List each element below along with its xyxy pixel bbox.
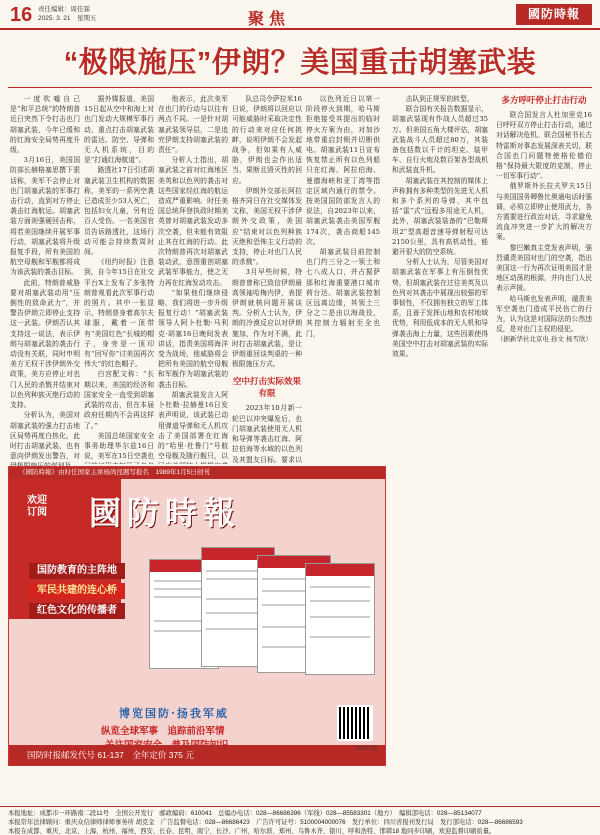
ad-brand-logo: 國防時報 xyxy=(89,494,242,532)
ad-banner-3: 红色文化的传播者 xyxy=(29,603,125,619)
paragraph: 此前，特朗普威胁要对胡塞武装动用“压倒性的致命武力”，并警告伊朗立即停止支持这一武装。伊朗否认其支持这一说法，表示伊朗与胡塞武装的袭击行动没有关联，同时申明美方无权干涉伊朗外交政策，美方应停止对也门人民的杀戮并结束对以色列种族灭绝行动的支持。 xyxy=(10,278,80,410)
paragraph: 胡塞武装发言人阿卜杜勒·拉赫曼16日发表声明说，该武装已动用弹道导弹和无人机攻击了美国部署在红海的“哈里·杜鲁门”号航空母舰及随行舰只，以 xyxy=(158,390,228,461)
headline-divider xyxy=(8,87,592,88)
article-column-1 xyxy=(10,94,80,472)
paragraph: 路透社17日引述胡塞武装卫生机构的数据称，美军的一系列空袭已造成至少53人死亡，包括妇女儿童，另有近百人受伤。一名美国官员告诉路透社，这场行动可能会持续数周时间。 xyxy=(84,166,154,257)
subscription-advertisement xyxy=(8,466,386,766)
paragraph: 胡塞武装在其控制的媒体上声称拥有多种类型的先进无人机和多个系列的导弹，其中包括“雷”式“远程多用途无人机，此外，胡塞武装装备的“巴勒斯坦2”型高超音速导弹射程可达2150公里，具有高机动性，能避开很大的防空系统。 xyxy=(392,176,488,257)
section-title: 聚焦 xyxy=(248,11,291,28)
ad-welcome: 欢迎 订阅 xyxy=(27,495,47,518)
paragraph: 胡塞武装目前控制也门约三分之一领土和七八成人口，并占据萨那和红海重要港口城市荷台达。胡塞武装控制区远离边缘，其领土三分之二是由以海战役，其控制力辐射至全也门， xyxy=(306,248,380,338)
qr-caption: 扫码订阅 xyxy=(354,746,377,752)
ad-top-line: 《國防時報》由时任国家主席杨尚昆题写报名 1989年1月5日创刊 xyxy=(9,467,385,479)
imprint-footer xyxy=(0,806,600,835)
paragraph: 联合国发言人杜加里克16日呼吁双方停止打击行动，通过对话解决危机。联合国秘书长古特雷斯对事态发展深表关切，联合国也门问题特使格伦德伯格“保持最大限度的克制，停止一切军事行动”。 xyxy=(496,111,592,181)
page-number: 16 xyxy=(10,4,33,26)
header-meta xyxy=(38,5,97,23)
footer-line-1: 本报地址：成都市一环路南二段11号 全国公开发行 邮政编码：610041 总编办电话：028—86686396（军线）028—85583301（地方） 编辑部电话：028—85134077 xyxy=(8,810,482,817)
article-credit: （据新华社北京电 孙文 杨雪欣） xyxy=(496,335,592,344)
article-column-4b xyxy=(306,94,380,464)
paragraph: 以色列近日以第一阶段停火到期，哈马斯拒绝接受其提出的临时停火方案为由，对加沙地带重启封锁并切断供电。胡塞武装11日宣布恢复禁止所有以色列船只在红海、阿拉伯海、曼德海峡和亚丁湾等指定区域内通行的禁令。按美国国防部发言人的说法，自2023年以来，胡塞武装袭击美国军舰174次，袭击商船145次。 xyxy=(306,95,380,246)
article-column-3 xyxy=(158,94,228,464)
ad-slogan-2: 纵览全球军事 追踪前沿军情 xyxy=(101,726,225,737)
ad-slogan-1: 博览国防·扬我军威 xyxy=(119,707,229,720)
article-column-5 xyxy=(392,94,592,800)
paragraph: 3月16日，美国国防部长赫格塞思撰下狠话称，美军不会停止对也门胡塞武装的军事打击行动，直到对方停止袭击红海航运。胡塞武装方面则强硬回击称，将若美国继续开展军事行动，胡塞武装将升级报复手段，所有美国的航空母舰和军舰都将成为该武装的袭击目标。 xyxy=(10,156,80,277)
masthead-header xyxy=(0,0,600,30)
paragraph: 分析人士认为，尽管美国对胡塞武装在军事上有压倒性优势，但胡塞武装在过往美英及以色列对其袭击中展现出较强的军事韧性，不仅拥有独立的军工体系，且善于发挥山地和农村地域优势，利用低成本的无人机和导弹袭击海上力量，这些因素使得美国空中打击对胡塞武装的实际效果。 xyxy=(392,258,488,359)
paragraph: 2023年10月新一轮巴以冲突爆发后，也门胡塞武装使用无人机和导弹等袭击红海、阿拉伯海等水域的以色列及其盟友目标。要求以 xyxy=(232,404,302,464)
newspaper-stack-image xyxy=(149,547,377,703)
paragraph: 《纽约时报》注意到，自今年15日在社交平台X上发布了多张特朗普观看此次军事行动的照片。其中一张显示，特朗普身着高尔夫球服，戴着一顶带有“美国红色”长城的帽子，身旁是一顶印有“回写你”讨美国再次伟大”的红色帽子。 xyxy=(84,258,154,369)
paragraph: 分析人士指出，胡塞武装之前对红海地区美英和以色列的袭击对这些国家经红海的航运造成严重影响。时任美国总统拜登执政时期美英曾对胡塞武装发动多次空袭，但未能有效阻止其在红海的行动。此次特朗普再次对胡塞武装动武，意图重创胡塞武装军事能力，使之无力再在红海发动攻击。 xyxy=(158,156,228,287)
date-line: 2025. 3. 21 星期五 xyxy=(38,15,97,22)
paragraph: 伊朗外交部长阿拉格齐同日在社交媒体发文称，美国无权干涉伊朗外交政策，美国应“结束对以色列种族灭绝和恐怖主义行动的支持，停止对也门人民的杀戮”。 xyxy=(232,186,302,267)
qr-code-icon xyxy=(337,705,373,741)
paragraph: 黎巴嫩真主党发表声明，强烈谴责美国对也门的空袭，指出美国这一行为再次证明美国才是地区动荡的根源，并向也门人民表示声援。 xyxy=(496,243,592,293)
paragraph: 3月早些时候，特朗普曾称已致信伊朗最高领袖哈梅内伊，表提伊朗就核问题开展谈判。分析人士认为，伊朗的冷漠反应以对伊朗施加，作为对不满，此时打击胡塞武装，是让伊朗重回谈判桌的一种极限施压方式。 xyxy=(232,268,302,369)
paragraph: 美国总统国家安全事务助理华尔兹16日说，美军在15日空袭也 xyxy=(84,431,154,461)
paragraph: 联合国有关报告数据显示，胡塞武装现有作战人员超过35万。但美国五角大楼评估，胡塞武装战斗人员超过80万，其装备包括数以千计的坦克、装甲车、自行火炮及数百架各型战机和武装直升机。 xyxy=(392,105,488,175)
ad-subscription-bar: 国防时报邮发代号 61-137 全年定价 375 元 xyxy=(9,745,385,765)
newspaper-logo: 國防時報 xyxy=(516,4,592,25)
subheading: 多方呼吁停止打击行动 xyxy=(501,95,587,105)
page-headline: “极限施压”伊朗？美国重击胡塞武装 xyxy=(63,47,537,79)
article-column-2 xyxy=(84,94,154,464)
paragraph: 他表示，此次美军在也门的行动与以往有两点不同。一是针对胡塞武装领导层，二是追究伊朗支持胡塞武装的责任”。 xyxy=(158,95,228,155)
ad-banner-1: 国防教育的主阵地 xyxy=(29,563,125,579)
subheading: 空中打击实际效果有限 xyxy=(232,376,301,399)
paragraph: 击队到正规军的转型。 xyxy=(405,95,474,103)
paragraph: 分析认为，美国对胡塞武装的强力打击地区局势再度白热化，此时打击胡塞武装，也有意向伊朗发出警告，对 xyxy=(10,411,80,461)
paragraph: 一度吹嘘自己是“和平总统”的特朗普近日突然下令打击也门胡塞武装，今年已缓和的红海安全局势再度升级。 xyxy=(10,95,80,155)
paragraph: 哈马斯也发表声明，谴责美军空袭也门造成平民伤亡的行为，认为这是对国际法的公然违反，是对也门主权的侵犯。 xyxy=(496,294,592,334)
paragraph: 俄罗斯外长拉夫罗夫15日与美国国务卿鲁比奥通电话时强调，必须立即停止使用武力，各方需要进行政治对话，寻求避免流血冲突进一步扩大的解决方案。 xyxy=(496,182,592,242)
paragraph: 白宫配文称：“长期以来，美国的经济和国家安全一直受到胡塞武装的攻击，但在本届政府任期内不会再这样了。” xyxy=(84,370,154,430)
article-column-4 xyxy=(232,94,302,464)
ad-banner-2: 军民共建的连心桥 xyxy=(29,583,125,599)
editor-line: 责任编辑：周佳霖 xyxy=(38,6,90,13)
newspaper-thumbnail xyxy=(305,563,375,675)
paragraph: “如果他们继续侵略，我们将进一步升级报复行动！”胡塞武装领导人阿卜杜勒·马利克·胡塞16日晚间发表讲话，指责美国将海洋变为战场，他威胁将会把所有美国的航空母舰和军舰作为胡塞武装的袭击目标。 xyxy=(158,288,228,389)
footer-line-2: 本报常年法律顾问：重庆众信律师律师事务所 胡克金 广告监督电话：028—86686423 广告许可证号：5100004000076 发行单位：四川省报刊发行局 发行部电话：028—86686593 xyxy=(8,819,523,826)
paragraph: 队总司令萨拉米16日说，伊朗将以回应以可能威胁时采取决定性的行动来对应任何挑衅，说明伊朗不会发起战争，但如果有人威胁，伊朗也会作出适当、果断且毁灭性的回应。 xyxy=(232,95,302,185)
footer-line-3: 本报在成都、重庆、北京、上海、杭州、福州、西安、长春、昆明、南宁、长沙、广州、哈尔滨、郑州、乌鲁木齐、银川、呼和浩特、邯郸18 地同步印刷，欢迎监督印刷质量。 xyxy=(8,828,496,835)
paragraph: 据外媒报道，美国15日起从空中和海上对也门发动大规模军事行动，重点打击胡塞武装的雷达、防空、导弹和无人机系统，目的是“打通红海航道”。 xyxy=(84,95,154,165)
